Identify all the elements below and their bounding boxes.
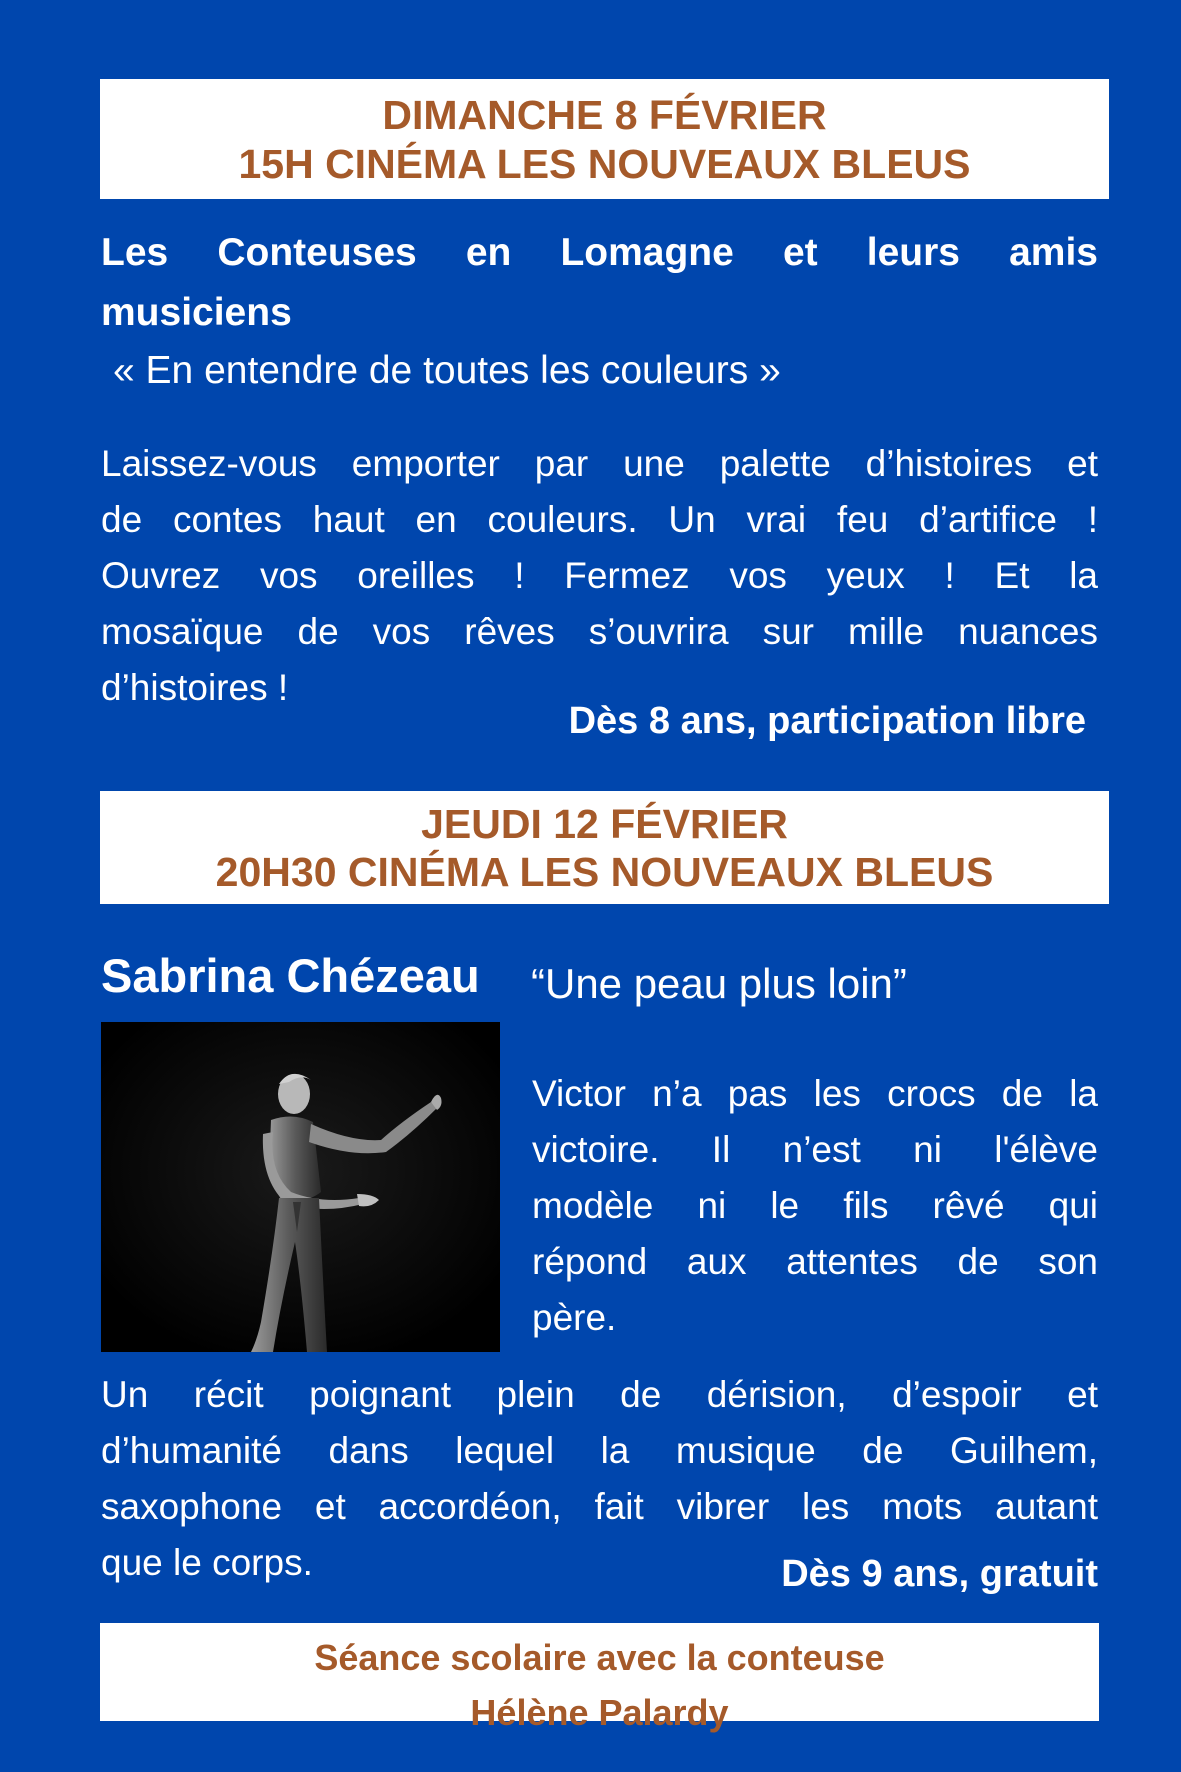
event2-date-banner bbox=[100, 791, 1109, 904]
event1-date-banner bbox=[100, 79, 1109, 199]
event1-subtitle: « En entendre de toutes les couleurs » bbox=[113, 349, 781, 392]
event1-description-line: de contes haut en couleurs. Un vrai feu d’artifice ! bbox=[101, 499, 1098, 540]
event1-description-line: Ouvrez vos oreilles ! Fermez vos yeux ! Et la bbox=[101, 555, 1098, 596]
event1-description bbox=[101, 436, 1098, 716]
school-session-banner bbox=[100, 1623, 1099, 1733]
event1-description-line: Laissez-vous emporter par une palette d’histoires et bbox=[101, 443, 1098, 484]
event2-description bbox=[532, 1066, 1098, 1346]
event1-age-info: Dès 8 ans, participation libre bbox=[568, 700, 1086, 742]
event2-description-line: père. bbox=[532, 1297, 617, 1338]
event1-description-line: d’histoires ! bbox=[101, 667, 289, 708]
event2-description2-line: d’humanité dans lequel la musique de Guilhem, bbox=[101, 1430, 1098, 1471]
event2-age-info: Dès 9 ans, gratuit bbox=[781, 1553, 1098, 1595]
event1-time-venue: 15H CINÉMA LES NOUVEAUX BLEUS bbox=[238, 141, 971, 187]
event2-description-line: victoire. Il n’est ni l'élève bbox=[532, 1129, 1098, 1170]
event2-show-title: “Une peau plus loin” bbox=[531, 960, 907, 1007]
event1-title-line1: Les Conteuses en Lomagne et leurs amis bbox=[101, 231, 1098, 274]
event1-description-line: mosaïque de vos rêves s’ouvrira sur mille nuances bbox=[101, 611, 1098, 652]
event2-performer: Sabrina Chézeau bbox=[101, 949, 480, 1002]
dancer-silhouette-image bbox=[101, 1022, 500, 1352]
event2-description2-line: saxophone et accordéon, fait vibrer les mots autant bbox=[101, 1486, 1098, 1527]
event1-title-line2: musiciens bbox=[101, 291, 292, 334]
event2-description-line: Victor n’a pas les crocs de la bbox=[532, 1073, 1098, 1114]
event2-description-line: modèle ni le fils rêvé qui bbox=[532, 1185, 1098, 1226]
performer-photo bbox=[101, 1022, 500, 1352]
event2-description2-line: que le corps. bbox=[101, 1542, 313, 1583]
event2-time-venue: 20H30 CINÉMA LES NOUVEAUX BLEUS bbox=[215, 849, 994, 895]
event2-description2-line: Un récit poignant plein de dérision, d’espoir et bbox=[101, 1374, 1098, 1415]
school-session-line1: Séance scolaire avec la conteuse bbox=[314, 1637, 885, 1678]
event2-description-line: répond aux attentes de son bbox=[532, 1241, 1098, 1282]
event2-date: JEUDI 12 FÉVRIER bbox=[421, 801, 788, 847]
event1-date: DIMANCHE 8 FÉVRIER bbox=[382, 92, 827, 138]
school-session-line2: Hélène Palardy bbox=[470, 1692, 729, 1733]
